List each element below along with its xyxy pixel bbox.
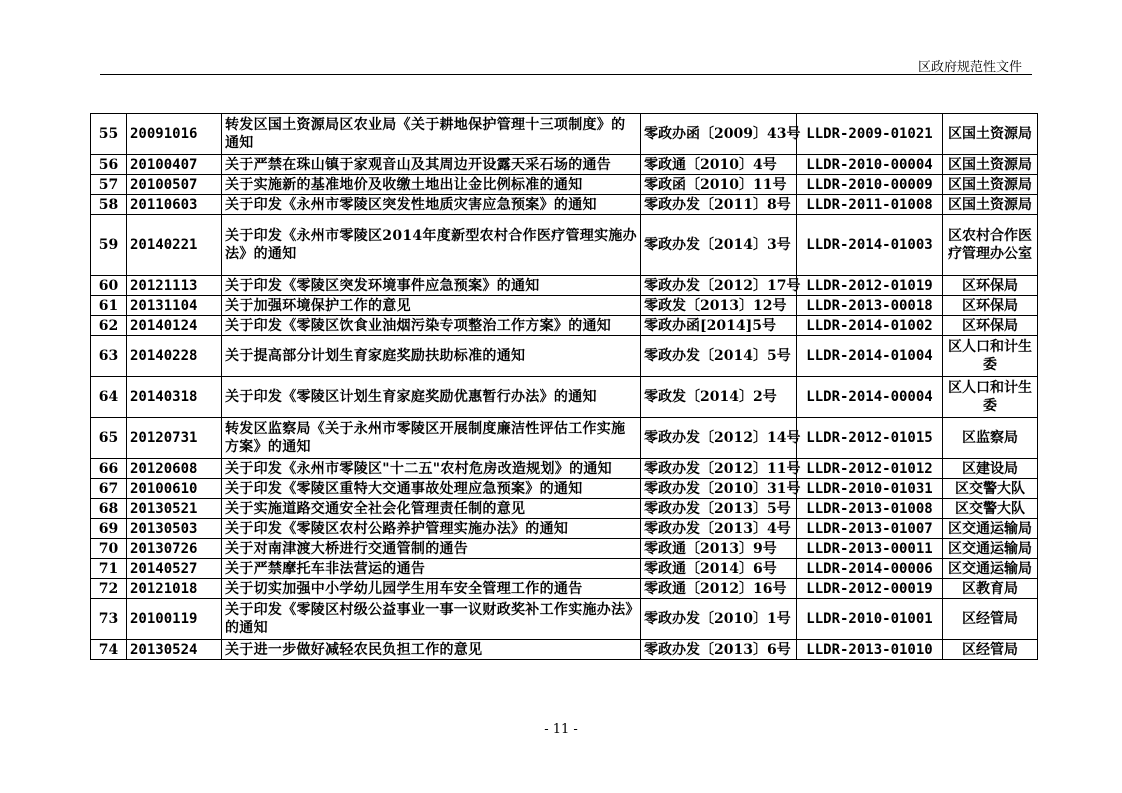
table-row [91, 336, 1038, 377]
row-doc-number: 零政办函[2014]5号 [641, 316, 797, 336]
row-number: 74 [91, 640, 127, 660]
table-row [91, 539, 1038, 559]
row-title: 关于印发《永州市零陵区2014年度新型农村合作医疗管理实施办法》的通知 [222, 215, 641, 276]
row-date: 20121113 [127, 276, 222, 296]
row-doc-number: 零政办发〔2010〕31号 [641, 479, 797, 499]
row-date: 20110603 [127, 195, 222, 215]
table-row [91, 377, 1038, 418]
row-title: 关于实施道路交通安全社会化管理责任制的意见 [222, 499, 641, 519]
row-number: 70 [91, 539, 127, 559]
row-date: 20120731 [127, 418, 222, 459]
row-date: 20130521 [127, 499, 222, 519]
row-register-code: LLDR-2012-00019 [797, 579, 943, 599]
row-date: 20120608 [127, 459, 222, 479]
row-register-code: LLDR-2014-00004 [797, 377, 943, 418]
table-row [91, 195, 1038, 215]
row-doc-number: 零政办发〔2011〕8号 [641, 195, 797, 215]
table-row [91, 519, 1038, 539]
table-row [91, 479, 1038, 499]
row-department: 区交警大队 [943, 479, 1038, 499]
row-department: 区人口和计生委 [943, 377, 1038, 418]
table-row [91, 579, 1038, 599]
row-doc-number: 零政通〔2012〕16号 [641, 579, 797, 599]
row-department: 区交警大队 [943, 499, 1038, 519]
row-title: 转发区国土资源局区农业局《关于耕地保护管理十三项制度》的通知 [222, 114, 641, 155]
documents-table [90, 113, 1038, 660]
row-register-code: LLDR-2010-00009 [797, 175, 943, 195]
table-row [91, 296, 1038, 316]
row-department: 区建设局 [943, 459, 1038, 479]
row-doc-number: 零政办发〔2012〕11号 [641, 459, 797, 479]
table-row [91, 155, 1038, 175]
row-title: 关于严禁摩托车非法营运的通告 [222, 559, 641, 579]
row-date: 20140318 [127, 377, 222, 418]
row-number: 58 [91, 195, 127, 215]
row-department: 区国土资源局 [943, 175, 1038, 195]
row-department: 区国土资源局 [943, 195, 1038, 215]
row-number: 56 [91, 155, 127, 175]
row-title: 转发区监察局《关于永州市零陵区开展制度廉洁性评估工作实施方案》的通知 [222, 418, 641, 459]
row-number: 72 [91, 579, 127, 599]
row-date: 20100407 [127, 155, 222, 175]
row-register-code: LLDR-2013-00011 [797, 539, 943, 559]
page-header-title: 区政府规范性文件 [917, 60, 1022, 75]
row-doc-number: 零政通〔2014〕6号 [641, 559, 797, 579]
row-department: 区农村合作医疗管理办公室 [943, 215, 1038, 276]
page-number: - 11 - [544, 722, 578, 737]
row-number: 68 [91, 499, 127, 519]
row-number: 67 [91, 479, 127, 499]
row-number: 73 [91, 599, 127, 640]
row-title: 关于进一步做好减轻农民负担工作的意见 [222, 640, 641, 660]
row-number: 55 [91, 114, 127, 155]
row-number: 63 [91, 336, 127, 377]
table-row [91, 499, 1038, 519]
row-date: 20130524 [127, 640, 222, 660]
row-department: 区环保局 [943, 296, 1038, 316]
table-row [91, 640, 1038, 660]
row-department: 区经管局 [943, 599, 1038, 640]
row-doc-number: 零政办发〔2013〕6号 [641, 640, 797, 660]
row-department: 区人口和计生委 [943, 336, 1038, 377]
row-number: 59 [91, 215, 127, 276]
row-register-code: LLDR-2010-00004 [797, 155, 943, 175]
row-register-code: LLDR-2013-01008 [797, 499, 943, 519]
row-register-code: LLDR-2012-01012 [797, 459, 943, 479]
row-title: 关于对南津渡大桥进行交通管制的通告 [222, 539, 641, 559]
row-date: 20091016 [127, 114, 222, 155]
table-row [91, 559, 1038, 579]
row-department: 区交通运输局 [943, 519, 1038, 539]
row-title: 关于切实加强中小学幼儿园学生用车安全管理工作的通告 [222, 579, 641, 599]
row-register-code: LLDR-2009-01021 [797, 114, 943, 155]
row-title: 关于印发《永州市零陵区突发性地质灾害应急预案》的通知 [222, 195, 641, 215]
row-title: 关于印发《零陵区计划生育家庭奖励优惠暂行办法》的通知 [222, 377, 641, 418]
row-register-code: LLDR-2014-01003 [797, 215, 943, 276]
row-doc-number: 零政办发〔2013〕5号 [641, 499, 797, 519]
row-doc-number: 零政办发〔2012〕14号 [641, 418, 797, 459]
row-department: 区教育局 [943, 579, 1038, 599]
row-date: 20121018 [127, 579, 222, 599]
row-date: 20140221 [127, 215, 222, 276]
row-title: 关于印发《零陵区饮食业油烟污染专项整治工作方案》的通知 [222, 316, 641, 336]
row-department: 区环保局 [943, 316, 1038, 336]
table-row [91, 114, 1038, 155]
table-row [91, 459, 1038, 479]
row-date: 20140527 [127, 559, 222, 579]
row-department: 区环保局 [943, 276, 1038, 296]
row-doc-number: 零政办函〔2009〕43号 [641, 114, 797, 155]
row-department: 区经管局 [943, 640, 1038, 660]
table-row [91, 599, 1038, 640]
row-register-code: LLDR-2013-01007 [797, 519, 943, 539]
row-date: 20130726 [127, 539, 222, 559]
row-number: 65 [91, 418, 127, 459]
row-date: 20100610 [127, 479, 222, 499]
row-department: 区国土资源局 [943, 155, 1038, 175]
row-register-code: LLDR-2014-00006 [797, 559, 943, 579]
row-title: 关于提高部分计划生育家庭奖励扶助标准的通知 [222, 336, 641, 377]
row-register-code: LLDR-2012-01015 [797, 418, 943, 459]
row-doc-number: 零政发〔2014〕2号 [641, 377, 797, 418]
row-doc-number: 零政通〔2010〕4号 [641, 155, 797, 175]
row-department: 区国土资源局 [943, 114, 1038, 155]
row-number: 61 [91, 296, 127, 316]
row-title: 关于加强环境保护工作的意见 [222, 296, 641, 316]
row-title: 关于印发《零陵区重特大交通事故处理应急预案》的通知 [222, 479, 641, 499]
row-date: 20140124 [127, 316, 222, 336]
row-number: 57 [91, 175, 127, 195]
row-doc-number: 零政办发〔2013〕4号 [641, 519, 797, 539]
row-register-code: LLDR-2013-00018 [797, 296, 943, 316]
row-date: 20130503 [127, 519, 222, 539]
table-row [91, 276, 1038, 296]
row-register-code: LLDR-2010-01001 [797, 599, 943, 640]
row-doc-number: 零政办发〔2014〕5号 [641, 336, 797, 377]
row-doc-number: 零政函〔2010〕11号 [641, 175, 797, 195]
row-date: 20100507 [127, 175, 222, 195]
row-department: 区交通运输局 [943, 559, 1038, 579]
row-register-code: LLDR-2014-01002 [797, 316, 943, 336]
row-title: 关于印发《零陵区突发环境事件应急预案》的通知 [222, 276, 641, 296]
table-row [91, 418, 1038, 459]
row-number: 66 [91, 459, 127, 479]
row-department: 区交通运输局 [943, 539, 1038, 559]
row-number: 71 [91, 559, 127, 579]
table-row [91, 175, 1038, 195]
table-row [91, 215, 1038, 276]
row-doc-number: 零政办发〔2014〕3号 [641, 215, 797, 276]
row-register-code: LLDR-2012-01019 [797, 276, 943, 296]
row-date: 20140228 [127, 336, 222, 377]
row-doc-number: 零政办发〔2012〕17号 [641, 276, 797, 296]
documents-table-body [91, 114, 1038, 660]
row-department: 区监察局 [943, 418, 1038, 459]
row-title: 关于印发《零陵区村级公益事业一事一议财政奖补工作实施办法》的通知 [222, 599, 641, 640]
row-number: 62 [91, 316, 127, 336]
row-title: 关于严禁在珠山镇于家观音山及其周边开设露天采石场的通告 [222, 155, 641, 175]
row-register-code: LLDR-2013-01010 [797, 640, 943, 660]
row-title: 关于印发《永州市零陵区"十二五"农村危房改造规划》的通知 [222, 459, 641, 479]
row-number: 60 [91, 276, 127, 296]
row-date: 20100119 [127, 599, 222, 640]
row-number: 69 [91, 519, 127, 539]
row-register-code: LLDR-2014-01004 [797, 336, 943, 377]
row-number: 64 [91, 377, 127, 418]
table-row [91, 316, 1038, 336]
header-divider [100, 74, 1032, 75]
row-register-code: LLDR-2011-01008 [797, 195, 943, 215]
row-register-code: LLDR-2010-01031 [797, 479, 943, 499]
row-title: 关于实施新的基准地价及收缴土地出让金比例标准的通知 [222, 175, 641, 195]
row-date: 20131104 [127, 296, 222, 316]
row-doc-number: 零政通〔2013〕9号 [641, 539, 797, 559]
row-doc-number: 零政办发〔2010〕1号 [641, 599, 797, 640]
row-title: 关于印发《零陵区农村公路养护管理实施办法》的通知 [222, 519, 641, 539]
row-doc-number: 零政发〔2013〕12号 [641, 296, 797, 316]
